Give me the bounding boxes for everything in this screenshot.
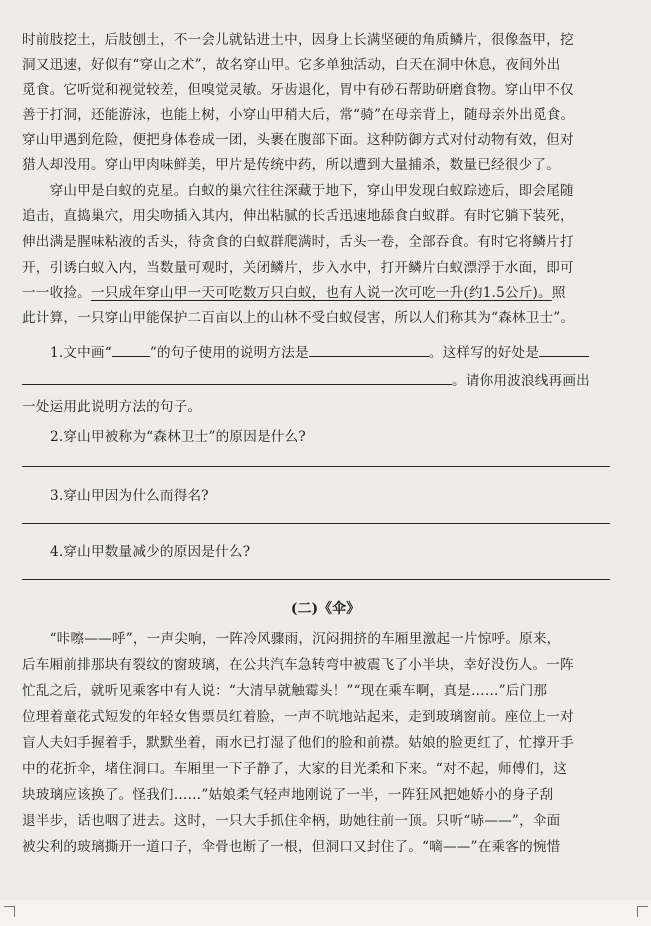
underlined-sentence: 一只成年穿山甲一天可吃数万只白蚁，也有人说一次可吃一升(约1.5公斤)。 — [90, 285, 552, 301]
answer-line[interactable] — [22, 523, 610, 524]
question-3: 3.穿山甲因为什么而得名? — [50, 488, 209, 504]
passage-line: 位理着童花式短发的年轻女售票员红着脸，一声不吭地站起来，走到玻璃窗前。座位上一对 — [22, 709, 574, 725]
answer-line[interactable] — [22, 466, 610, 467]
passage-line: 开，引诱白蚁入内，当数量可观时，关闭鳞片，步入水中，打开鳞片白蚁漂浮于水面，即可 — [22, 260, 574, 276]
passage-text: 照 — [551, 285, 566, 301]
passage-line: 追击，直捣巢穴，用尖吻插入其内，伸出粘腻的长舌迅速地舔食白蚁群。有时它躺下装死， — [22, 208, 574, 224]
passage-line: 块玻璃应该换了。怪我们……”姑娘柔气轻声地刚说了一半，一阵狂风把她娇小的身子刮 — [22, 787, 554, 803]
passage-line: 猎人却没用。穿山甲肉味鲜美，甲片是传统中药，所以遭到大量捕杀，数量已经很少了。 — [22, 157, 560, 173]
passage-line: 穿山甲遇到危险，便把身体卷成一团，头裹在腹部下面。这种防御方式对付动物有效，但对 — [22, 132, 574, 148]
crop-mark — [637, 906, 648, 917]
passage-line: 退半步，话也咽了进去。这时，一只大手抓住伞柄，助她往前一顶。只听“哧——”，伞面 — [22, 813, 561, 829]
question-2: 2.穿山甲被称为“森林卫士”的原因是什么? — [50, 429, 306, 445]
passage-line: 被尖利的玻璃撕开一道口子，伞骨也断了一根，但洞口又封住了。“嘀——”在乘客的惋惜 — [22, 839, 561, 855]
answer-blank[interactable] — [22, 370, 452, 385]
section-2-title: (二)《伞》 — [290, 601, 361, 617]
answer-blank[interactable] — [539, 342, 589, 357]
passage-line: 洞又迅速，好似有“穿山之术”，故名穿山甲。它多单独活动，白天在洞中休息，夜间外出 — [22, 57, 561, 73]
passage-line: 时前肢挖土，后肢刨土，不一会儿就钻进土中，因身上长满坚硬的角质鳞片，很像盔甲，挖 — [22, 32, 574, 48]
passage-line: 忙乱之后，就听见乘客中有人说：“大清早就触霉头！”“现在乘车啊，真是……”后门那 — [22, 683, 548, 699]
answer-blank[interactable] — [112, 342, 150, 357]
question-4: 4.穿山甲数量减少的原因是什么? — [50, 544, 251, 560]
question-1: 1.文中画“ ”的句子使用的说明方法是 。这样写的好处是 — [50, 342, 632, 362]
passage-line-underlined — [22, 284, 632, 302]
question-1-tail: 一处运用此说明方法的句子。 — [22, 399, 202, 415]
answer-line[interactable] — [22, 579, 610, 580]
passage-line: 中的花折伞，堵住洞口。车厢里一下子静了，大家的目光柔和下来。“对不起，师傅们，这 — [22, 761, 568, 777]
passage-line: 善于打洞，还能游泳，也能上树，小穿山甲稍大后，常“骑”在母亲背上，随母亲外出觅食。 — [22, 107, 575, 123]
passage-line: 盲人夫妇手握着手，默默坐着，雨水已打湿了他们的脸和前襟。姑娘的脸更红了，忙撑开手 — [22, 735, 574, 751]
passage-line: 穿山甲是白蚁的克星。白蚁的巢穴往往深藏于地下，穿山甲发现白蚁踪迹后，即会尾随 — [22, 183, 574, 199]
question-1-continued: 。请你用波浪线再画出 — [22, 370, 632, 390]
crop-mark — [4, 906, 15, 917]
passage-text: 一一收捡。 — [22, 285, 91, 301]
answer-blank[interactable] — [309, 342, 429, 357]
passage-line: 后车厢前排那块有裂纹的窗玻璃，在公共汽车急转弯中被震飞了小半块，幸好没伤人。一阵 — [22, 657, 574, 673]
passage-line: 此计算，一只穿山甲能保护二百亩以上的山林不受白蚁侵害，所以人们称其为“森林卫士”。 — [22, 310, 575, 326]
passage-line: “咔嚓——呼”，一声尖响，一阵冷风骤雨，沉闷拥挤的车厢里激起一片惊呼。原来， — [22, 631, 561, 647]
passage-line: 伸出满是腥味粘液的舌头，待贪食的白蚁群爬满时，舌头一卷，全部吞食。有时它将鳞片打 — [22, 234, 574, 250]
passage-line: 觅食。它听觉和视觉较差，但嗅觉灵敏。牙齿退化，胃中有砂石帮助研磨食物。穿山甲不仅 — [22, 82, 574, 98]
